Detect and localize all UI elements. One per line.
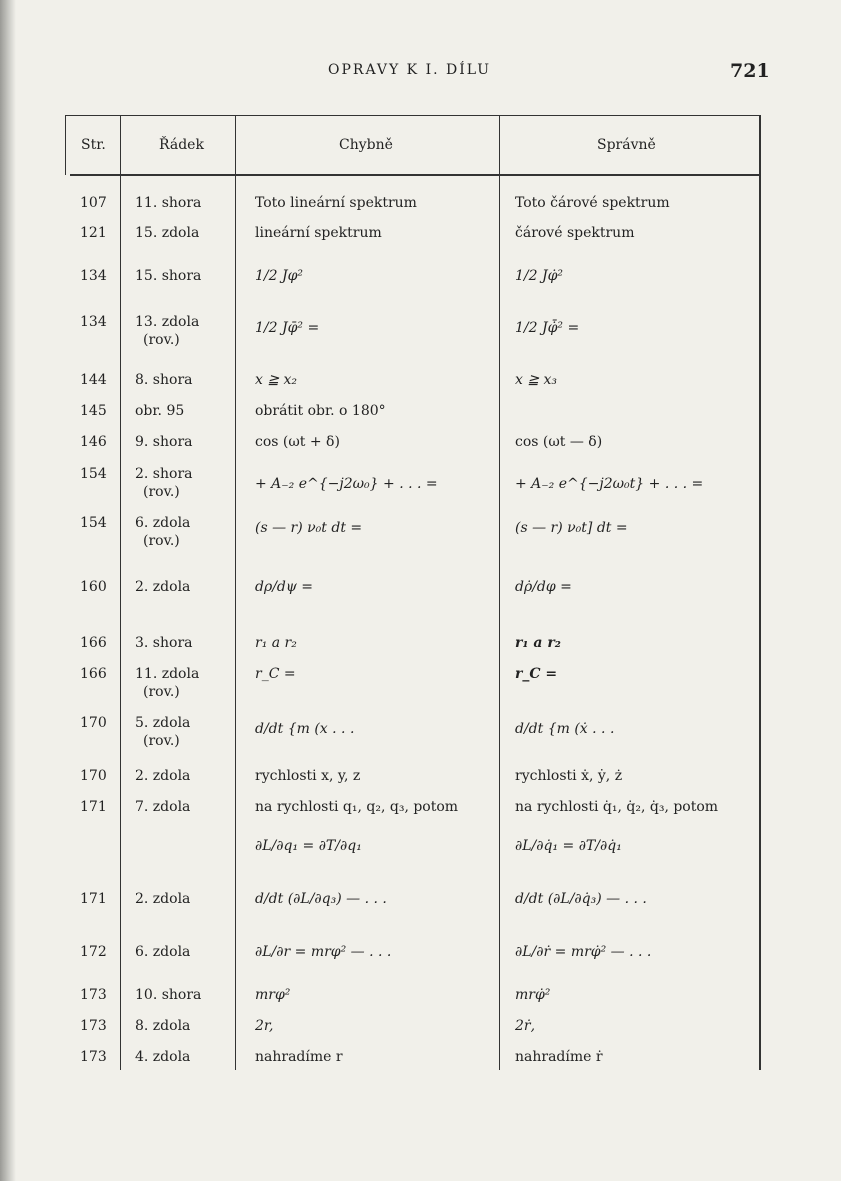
line-ref: 4. zdola	[135, 1049, 191, 1065]
line-ref: 2. zdola	[135, 768, 191, 784]
line-ref: 11. zdola	[135, 666, 200, 682]
wrong-formula: + A₋₂ e^{−j2ω₀} + . . . =	[255, 476, 438, 492]
wrong-formula: d/dt (∂L/∂q₃) — . . .	[255, 891, 387, 907]
line-ref: 8. zdola	[135, 1018, 191, 1034]
table-left-rule	[65, 115, 66, 175]
correct-text: Toto čárové spektrum	[515, 195, 670, 211]
page-ref: 173	[80, 1049, 107, 1065]
column-divider-1	[120, 115, 121, 1070]
page-ref: 154	[80, 466, 107, 482]
correct-formula: cos (ωt — δ)	[515, 434, 603, 450]
page-ref: 121	[80, 225, 107, 241]
line-ref: 5. zdola	[135, 715, 191, 731]
page-ref: 171	[80, 799, 107, 815]
wrong-text: nahradíme r	[255, 1049, 343, 1065]
page-ref: 107	[80, 195, 107, 211]
wrong-text: rychlosti x, y, z	[255, 768, 361, 784]
line-ref: obr. 95	[135, 403, 185, 419]
correct-formula: ∂L/∂ṙ = mrφ̇² — . . .	[515, 944, 652, 960]
wrong-text: lineární spektrum	[255, 225, 382, 241]
table-top-rule	[65, 115, 761, 116]
line-ref: 8. shora	[135, 372, 193, 388]
wrong-text: na rychlosti q₁, q₂, q₃, potom	[255, 799, 459, 815]
line-ref: 7. zdola	[135, 799, 191, 815]
page-ref: 170	[80, 715, 107, 731]
correct-text: rychlosti ẋ, ẏ, ż	[515, 768, 623, 784]
wrong-formula: x ≧ x₂	[255, 372, 298, 388]
running-head-title: OPRAVY K I. DÍLU	[328, 62, 492, 78]
page-ref: 170	[80, 768, 107, 784]
correct-formula: ∂L/∂q̇₁ = ∂T/∂q̇₁	[515, 838, 622, 854]
line-ref-note: (rov.)	[143, 484, 180, 500]
line-ref-note: (rov.)	[143, 332, 180, 348]
correct-formula: d/dt {m (ẋ . . .	[515, 721, 615, 737]
correct-formula: d/dt (∂L/∂q̇₃) — . . .	[515, 891, 647, 907]
header-radek: Řádek	[159, 137, 204, 153]
page-ref: 134	[80, 268, 107, 284]
table-right-rule	[759, 115, 761, 1070]
wrong-formula: cos (ωt + δ)	[255, 434, 340, 450]
column-divider-3	[499, 115, 500, 1070]
correct-formula: 1/2 Jφ̇̄² =	[515, 320, 580, 336]
header-spravne: Správně	[597, 137, 656, 153]
header-str: Str.	[81, 137, 106, 153]
correct-text: čárové spektrum	[515, 225, 635, 241]
wrong-formula: 2r,	[255, 1018, 274, 1034]
correct-text: nahradíme ṙ	[515, 1049, 603, 1065]
page-ref: 173	[80, 1018, 107, 1034]
line-ref-note: (rov.)	[143, 733, 180, 749]
correct-formula: r₁ a r₂	[515, 635, 561, 651]
correct-formula: x ≧ x₃	[515, 372, 558, 388]
wrong-formula: ∂L/∂q₁ = ∂T/∂q₁	[255, 838, 362, 854]
line-ref: 6. zdola	[135, 944, 191, 960]
correct-formula: dρ̇/dφ =	[515, 579, 572, 595]
wrong-formula: 1/2 Jφ²	[255, 268, 304, 284]
wrong-text: Toto lineární spektrum	[255, 195, 417, 211]
header-chybne: Chybně	[339, 137, 393, 153]
page-ref: 166	[80, 635, 107, 651]
column-divider-2	[235, 115, 236, 1070]
line-ref: 15. zdola	[135, 225, 200, 241]
correct-formula: (s — r) ν₀t] dt =	[515, 520, 628, 536]
page-ref: 166	[80, 666, 107, 682]
line-ref: 6. zdola	[135, 515, 191, 531]
line-ref: 13. zdola	[135, 314, 200, 330]
wrong-formula: d/dt {m (x . . .	[255, 721, 355, 737]
line-ref: 10. shora	[135, 987, 202, 1003]
running-head	[0, 60, 841, 84]
table-header-rule	[70, 174, 760, 176]
page-ref: 145	[80, 403, 107, 419]
correct-text: na rychlosti q̇₁, q̇₂, q̇₃, potom	[515, 799, 719, 815]
correct-formula: r_C =	[515, 666, 558, 682]
wrong-formula: dρ/dψ =	[255, 579, 314, 595]
correct-formula: 1/2 Jφ̇²	[515, 268, 564, 284]
page-ref: 171	[80, 891, 107, 907]
page-ref: 173	[80, 987, 107, 1003]
line-ref-note: (rov.)	[143, 684, 180, 700]
line-ref: 2. shora	[135, 466, 193, 482]
line-ref: 9. shora	[135, 434, 193, 450]
correct-formula: 2ṙ,	[515, 1018, 536, 1034]
page-ref: 160	[80, 579, 107, 595]
wrong-formula: r₁ a r₂	[255, 635, 297, 651]
book-spine-shadow	[0, 0, 16, 1181]
wrong-formula: mrφ²	[255, 987, 291, 1003]
correct-formula: + A₋₂ e^{−j2ω₀t} + . . . =	[515, 476, 704, 492]
wrong-formula: (s — r) ν₀t dt =	[255, 520, 363, 536]
page-ref: 146	[80, 434, 107, 450]
wrong-formula: 1/2 Jφ̄² =	[255, 320, 320, 336]
line-ref: 15. shora	[135, 268, 202, 284]
page-ref: 144	[80, 372, 107, 388]
line-ref-note: (rov.)	[143, 533, 180, 549]
line-ref: 11. shora	[135, 195, 202, 211]
line-ref: 2. zdola	[135, 579, 191, 595]
line-ref: 3. shora	[135, 635, 193, 651]
page-number: 721	[730, 60, 770, 82]
correct-formula: mrφ̇²	[515, 987, 551, 1003]
page-ref: 172	[80, 944, 107, 960]
line-ref: 2. zdola	[135, 891, 191, 907]
page-ref: 134	[80, 314, 107, 330]
wrong-text: obrátit obr. o 180°	[255, 403, 386, 419]
page-ref: 154	[80, 515, 107, 531]
wrong-formula: ∂L/∂r = mrφ² — . . .	[255, 944, 392, 960]
wrong-formula: r_C =	[255, 666, 296, 682]
